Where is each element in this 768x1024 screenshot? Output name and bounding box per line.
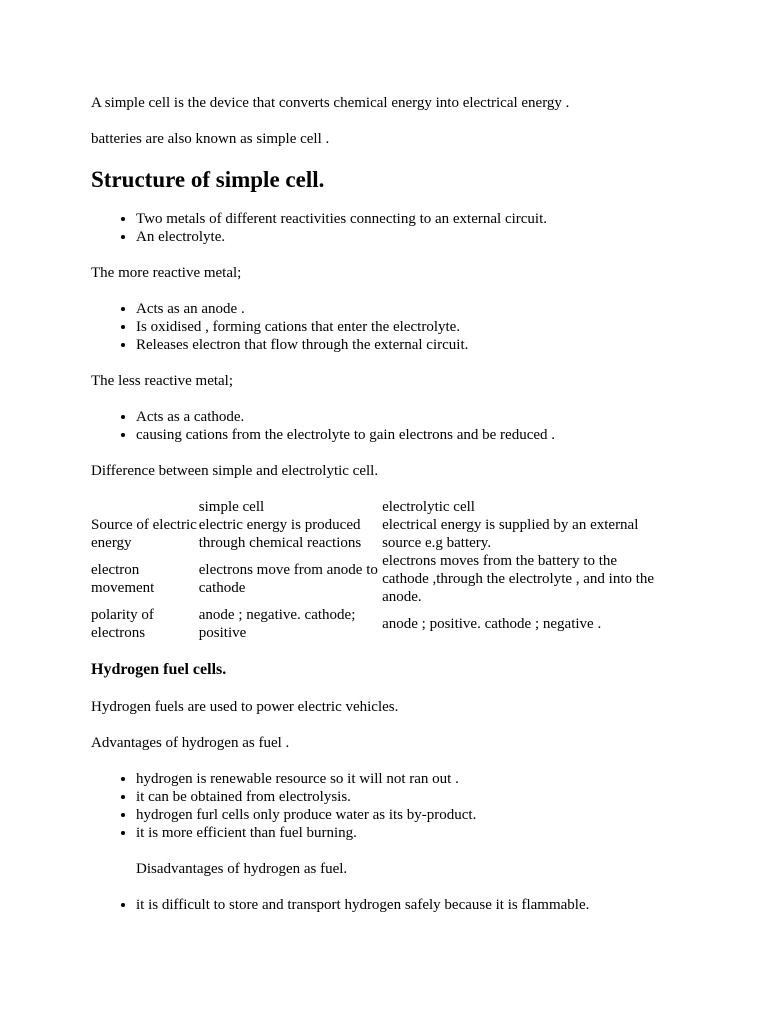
- table-header-cell: simple cell: [198, 499, 265, 515]
- table-cell: polarity of electrons: [91, 607, 154, 641]
- hydrogen-paragraph: Hydrogen fuels are used to power electric vehicles.: [91, 699, 399, 715]
- list-item: • hydrogen furl cells only produce water as its by-product.: [136, 806, 691, 824]
- table-header-cell: [90, 498, 198, 516]
- list-item: • it is more efficient than fuel burning.: [136, 824, 691, 842]
- more-reactive-label: The more reactive metal;: [91, 265, 242, 281]
- table-row: [90, 552, 662, 606]
- list-item: • hydrogen is renewable resource so it will not ran out .: [136, 770, 691, 788]
- list-item: • Acts as an anode .: [136, 300, 691, 318]
- advantages-list: [91, 770, 691, 842]
- list-item: • it can be obtained from electrolysis.: [136, 788, 691, 806]
- list-item: • Two metals of different reactivities connecting to an external circuit.: [136, 210, 691, 228]
- list-item: • causing cations from the electrolyte to gain electrons and be reduced .: [136, 426, 691, 444]
- table-header-cell: electrolytic cell: [382, 499, 475, 515]
- list-item: • Releases electron that flow through the external circuit.: [136, 336, 691, 354]
- table-cell: electrical energy is supplied by an external source e.g battery.: [382, 517, 639, 551]
- difference-label: Difference between simple and electrolytic cell.: [91, 463, 379, 479]
- table-row: [90, 516, 662, 552]
- table-cell: electrons move from anode to cathode: [198, 562, 378, 596]
- list-item: • Acts as a cathode.: [136, 408, 691, 426]
- disadvantages-list: [91, 896, 691, 914]
- disadvantages-label: Disadvantages of hydrogen as fuel.: [136, 861, 348, 877]
- less-reactive-list: [91, 408, 691, 444]
- table-cell: electron movement: [91, 562, 155, 596]
- less-reactive-label: The less reactive metal;: [91, 373, 234, 389]
- table-cell: anode ; negative. cathode; positive: [198, 607, 356, 641]
- table-cell: anode ; positive. cathode ; negative .: [382, 616, 602, 632]
- advantages-label: Advantages of hydrogen as fuel .: [91, 735, 290, 751]
- table-header-row: [90, 498, 662, 516]
- table-cell: electric energy is produced through chemical reactions: [198, 517, 362, 551]
- list-item: • An electrolyte.: [136, 228, 691, 246]
- table-cell: electrons moves from the battery to the cathode ,through the electrolyte , and into the anode.: [382, 553, 655, 605]
- hydrogen-heading: Hydrogen fuel cells.: [91, 661, 227, 678]
- list-item: • it is difficult to store and transport hydrogen safely because it is flammable.: [136, 896, 691, 914]
- list-item: • Is oxidised , forming cations that enter the electrolyte.: [136, 318, 691, 336]
- table-row: [90, 606, 662, 642]
- comparison-table: [90, 498, 662, 642]
- table-cell: Source of electric energy: [91, 517, 197, 551]
- structure-heading: Structure of simple cell.: [91, 167, 325, 192]
- document-page: [91, 94, 691, 932]
- more-reactive-list: [91, 300, 691, 354]
- intro-paragraph-1: A simple cell is the device that converts chemical energy into electrical energy .: [91, 95, 570, 111]
- intro-paragraph-2: batteries are also known as simple cell .: [91, 131, 330, 147]
- structure-list: [91, 210, 691, 246]
